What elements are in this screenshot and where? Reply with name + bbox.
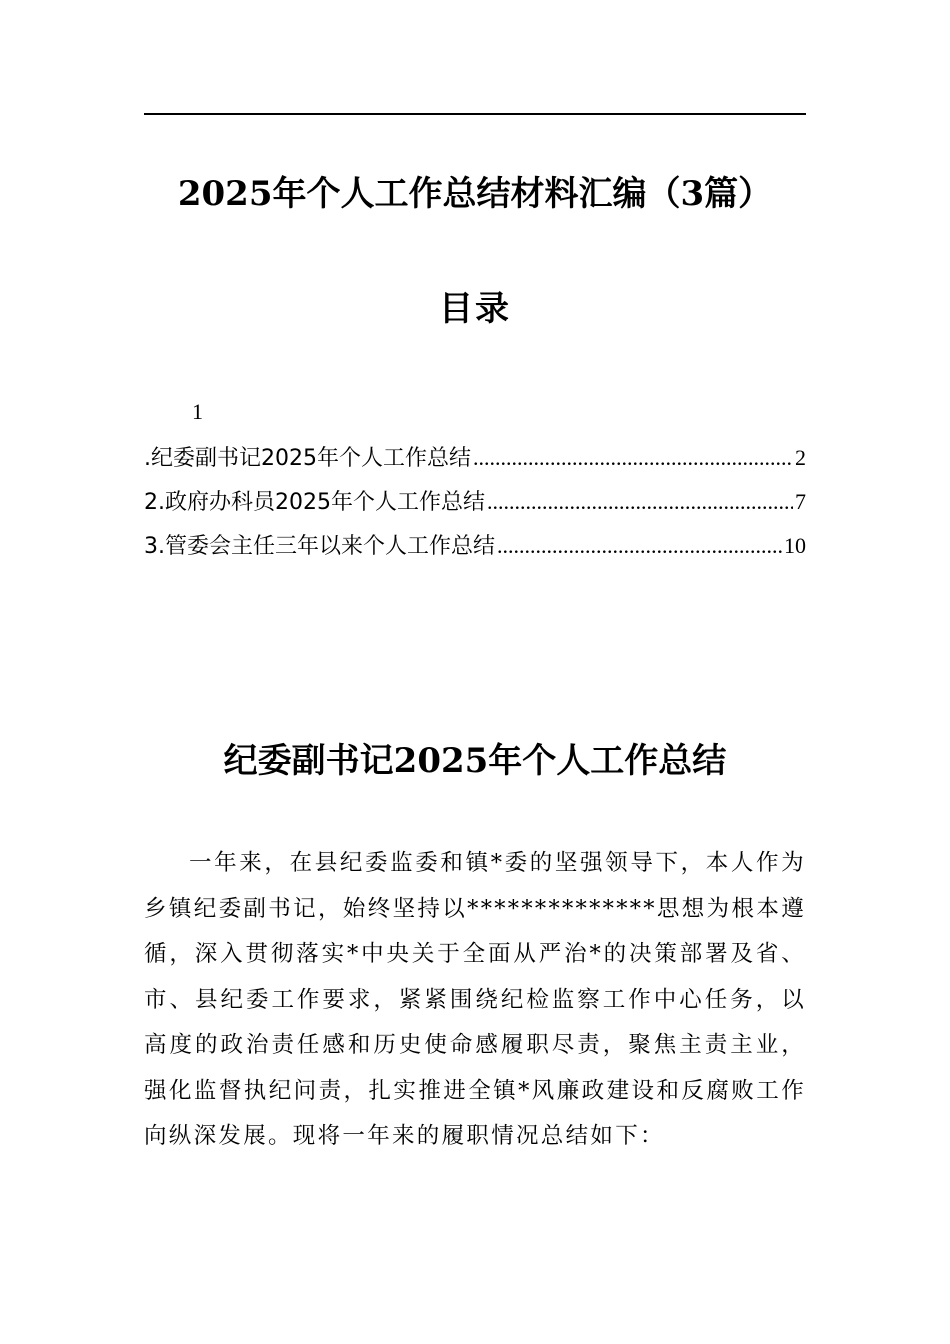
toc-heading: 目录 bbox=[439, 289, 511, 329]
toc-dot-leader bbox=[497, 528, 782, 564]
toc-entry-page: 7 bbox=[795, 489, 806, 514]
toc-dot-leader bbox=[487, 484, 793, 520]
toc-entry-text: 2.政府办科员2025年个人工作总结 bbox=[144, 490, 485, 515]
toc-entry-page: 2 bbox=[795, 445, 806, 470]
article-paragraph: 一年来，在县纪委监委和镇*委的坚强领导下，本人作为乡镇纪委副书记，始终坚持以**************思想为根本遵循，深入贯彻落实*中央关于全面从严治*的决策部署及省、市、县纪委工作要求，紧紧围绕纪检监察工作中心任务，以高度的政治责任感和历史使命感履职尽责，聚焦主责主业，强化监督执纪问责，扎实推进全镇*风廉政建设和反腐败工作向纵深发展。现将一年来的履职情况总结如下： bbox=[144, 850, 806, 1149]
document-title: 2025年个人工作总结材料汇编（3篇） bbox=[177, 174, 773, 214]
article-title: 纪委副书记2025年个人工作总结 bbox=[223, 741, 727, 781]
toc-entry-text: .纪委副书记2025年个人工作总结 bbox=[144, 446, 471, 471]
toc-entry-page: 10 bbox=[784, 533, 806, 558]
header-rule bbox=[144, 113, 806, 115]
toc-dot-leader bbox=[473, 440, 793, 476]
toc-entry-text: 3.管委会主任三年以来个人工作总结 bbox=[144, 534, 495, 559]
toc-entry[interactable] bbox=[144, 484, 806, 528]
table-of-contents bbox=[144, 440, 806, 572]
toc-first-number: 1 bbox=[192, 399, 203, 424]
toc-entry[interactable] bbox=[144, 528, 806, 572]
toc-entry[interactable] bbox=[144, 440, 806, 484]
